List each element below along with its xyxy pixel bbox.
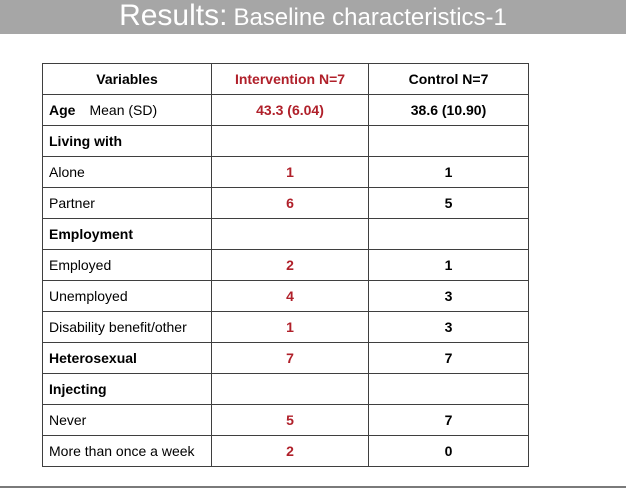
header-control: Control N=7 bbox=[369, 64, 529, 95]
row-label: Employment bbox=[43, 219, 212, 250]
row-label: Partner bbox=[43, 188, 212, 219]
table-row bbox=[43, 374, 529, 405]
control-value: 7 bbox=[369, 343, 529, 374]
intervention-value bbox=[212, 374, 369, 405]
control-value: 5 bbox=[369, 188, 529, 219]
title-sub: Baseline characteristics-1 bbox=[233, 4, 507, 31]
control-value: 1 bbox=[369, 157, 529, 188]
table-row bbox=[43, 157, 529, 188]
intervention-value: 7 bbox=[212, 343, 369, 374]
age-control-value: 38.6 (10.90) bbox=[369, 95, 529, 126]
row-label: Injecting bbox=[43, 374, 212, 405]
control-value: 3 bbox=[369, 312, 529, 343]
bottom-rule bbox=[0, 486, 626, 488]
table-row bbox=[43, 436, 529, 467]
control-value bbox=[369, 219, 529, 250]
table-row bbox=[43, 219, 529, 250]
intervention-value: 5 bbox=[212, 405, 369, 436]
table-row bbox=[43, 405, 529, 436]
control-value: 0 bbox=[369, 436, 529, 467]
control-value bbox=[369, 374, 529, 405]
age-label-cell bbox=[43, 95, 212, 126]
row-label: Living with bbox=[43, 126, 212, 157]
control-value: 1 bbox=[369, 250, 529, 281]
table-row bbox=[43, 343, 529, 374]
age-intervention-value: 43.3 (6.04) bbox=[212, 95, 369, 126]
intervention-value: 1 bbox=[212, 312, 369, 343]
row-label: Unemployed bbox=[43, 281, 212, 312]
control-value: 7 bbox=[369, 405, 529, 436]
table-row bbox=[43, 126, 529, 157]
baseline-characteristics-table bbox=[42, 63, 529, 467]
header-row bbox=[43, 64, 529, 95]
intervention-value: 2 bbox=[212, 436, 369, 467]
intervention-value: 6 bbox=[212, 188, 369, 219]
table-row bbox=[43, 281, 529, 312]
row-label: Alone bbox=[43, 157, 212, 188]
header-variables: Variables bbox=[43, 64, 212, 95]
age-label: Age bbox=[49, 102, 76, 118]
row-label: Disability benefit/other bbox=[43, 312, 212, 343]
header-intervention: Intervention N=7 bbox=[212, 64, 369, 95]
row-label: More than once a week bbox=[43, 436, 212, 467]
intervention-value bbox=[212, 219, 369, 250]
table-row-age bbox=[43, 95, 529, 126]
control-value: 3 bbox=[369, 281, 529, 312]
table-row bbox=[43, 188, 529, 219]
table-row bbox=[43, 312, 529, 343]
intervention-value: 4 bbox=[212, 281, 369, 312]
intervention-value: 1 bbox=[212, 157, 369, 188]
title-main: Results: bbox=[119, 0, 228, 32]
row-label: Heterosexual bbox=[43, 343, 212, 374]
slide-title bbox=[119, 1, 507, 34]
table-row bbox=[43, 250, 529, 281]
title-bar bbox=[0, 0, 626, 34]
row-label: Employed bbox=[43, 250, 212, 281]
control-value bbox=[369, 126, 529, 157]
row-label: Never bbox=[43, 405, 212, 436]
intervention-value: 2 bbox=[212, 250, 369, 281]
age-sublabel: Mean (SD) bbox=[89, 102, 158, 118]
intervention-value bbox=[212, 126, 369, 157]
